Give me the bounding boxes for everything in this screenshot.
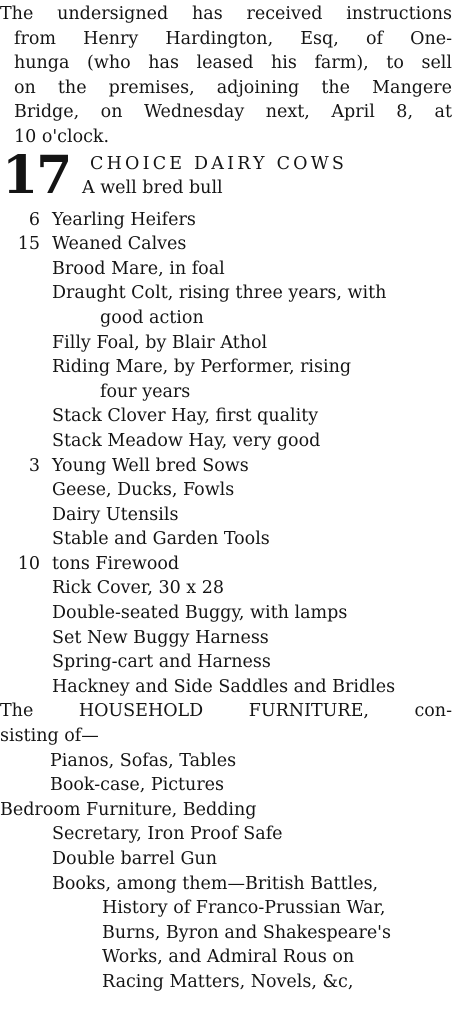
item-text: Brood Mare, in foal bbox=[52, 258, 225, 279]
list-item bbox=[0, 232, 452, 257]
list-item: Racing Matters, Novels, &c, bbox=[102, 971, 354, 992]
item-count: 3 bbox=[28, 455, 40, 476]
item-text: Young Well bred Sows bbox=[52, 455, 249, 476]
list-item bbox=[0, 527, 452, 552]
item-text: Draught Colt, rising three years, with bbox=[52, 283, 387, 304]
item-count: 10 bbox=[17, 553, 40, 574]
item-text: Yearling Heifers bbox=[52, 209, 196, 230]
furniture-list bbox=[0, 749, 452, 995]
item-text: Hackney and Side Saddles and Bridles bbox=[52, 676, 396, 697]
list-item: Book-case, Pictures bbox=[50, 775, 225, 796]
lot-title: CHOICE DAIRY COWS bbox=[90, 153, 348, 174]
item-text: four years bbox=[100, 381, 191, 402]
item-text: Spring-cart and Harness bbox=[52, 652, 271, 673]
item-text: Riding Mare, by Performer, rising bbox=[52, 357, 352, 378]
intro-line: from Henry Hardington, Esq, of One- bbox=[14, 28, 452, 49]
list-item: Secretary, Iron Proof Safe bbox=[52, 824, 283, 845]
list-item: History of Franco-Prussian War, bbox=[102, 898, 386, 919]
list-item: Burns, Byron and Shakespeare's bbox=[102, 922, 391, 943]
list-item: Works, and Admiral Rous on bbox=[102, 947, 355, 968]
lot-count: 17 bbox=[2, 144, 71, 206]
item-text: Filly Foal, by Blair Athol bbox=[52, 332, 268, 353]
list-item bbox=[0, 650, 452, 675]
item-text: Weaned Calves bbox=[52, 234, 187, 255]
list-item bbox=[0, 429, 452, 454]
list-item: Books, among them—British Battles, bbox=[52, 873, 379, 894]
item-text: Stack Meadow Hay, very good bbox=[52, 430, 321, 451]
livestock-list bbox=[0, 208, 452, 700]
furniture-intro-line: sisting of— bbox=[0, 726, 99, 747]
list-item bbox=[0, 355, 452, 380]
list-item: Pianos, Sofas, Tables bbox=[50, 750, 237, 771]
furniture-intro-line: The HOUSEHOLD FURNITURE, con- bbox=[0, 701, 452, 722]
list-item bbox=[0, 281, 452, 306]
lot-heading bbox=[0, 144, 452, 208]
list-item: Double barrel Gun bbox=[52, 849, 217, 869]
item-text: Set New Buggy Harness bbox=[52, 627, 269, 648]
list-item bbox=[0, 404, 452, 429]
list-item bbox=[0, 257, 452, 282]
list-item bbox=[0, 601, 452, 626]
intro-paragraph bbox=[0, 2, 452, 150]
list-item: Bedroom Furniture, Bedding bbox=[0, 799, 257, 820]
item-text: Double-seated Buggy, with lamps bbox=[52, 603, 348, 624]
list-item bbox=[0, 331, 452, 356]
item-text: Stable and Garden Tools bbox=[52, 529, 270, 550]
lot-subtitle: A well bred bull bbox=[82, 177, 223, 198]
list-item bbox=[0, 454, 452, 479]
list-item bbox=[0, 503, 452, 528]
item-text: Rick Cover, 30 x 28 bbox=[52, 578, 225, 599]
list-item bbox=[0, 552, 452, 577]
furniture-intro bbox=[0, 699, 452, 748]
intro-line: hunga (who has leased his farm), to sell bbox=[14, 53, 452, 74]
list-item bbox=[0, 478, 452, 503]
item-text: Stack Clover Hay, first quality bbox=[52, 406, 319, 427]
list-item bbox=[0, 380, 452, 405]
list-item bbox=[0, 626, 452, 651]
intro-line: on the premises, adjoining the Mangere bbox=[14, 77, 452, 98]
item-text: Dairy Utensils bbox=[52, 504, 179, 525]
list-item bbox=[0, 306, 452, 331]
list-item bbox=[0, 675, 452, 700]
item-count: 15 bbox=[17, 234, 40, 255]
intro-line: The undersigned has received instructions bbox=[0, 4, 452, 24]
list-item bbox=[0, 208, 452, 233]
item-text: tons Firewood bbox=[52, 553, 180, 574]
list-item bbox=[0, 576, 452, 601]
item-text: Geese, Ducks, Fowls bbox=[52, 480, 235, 501]
auction-notice bbox=[0, 2, 452, 995]
item-text: good action bbox=[100, 307, 204, 328]
item-count: 6 bbox=[28, 209, 40, 230]
intro-line: Bridge, on Wednesday next, April 8, at bbox=[14, 102, 452, 123]
intro-line: 10 o'clock. bbox=[14, 126, 110, 147]
